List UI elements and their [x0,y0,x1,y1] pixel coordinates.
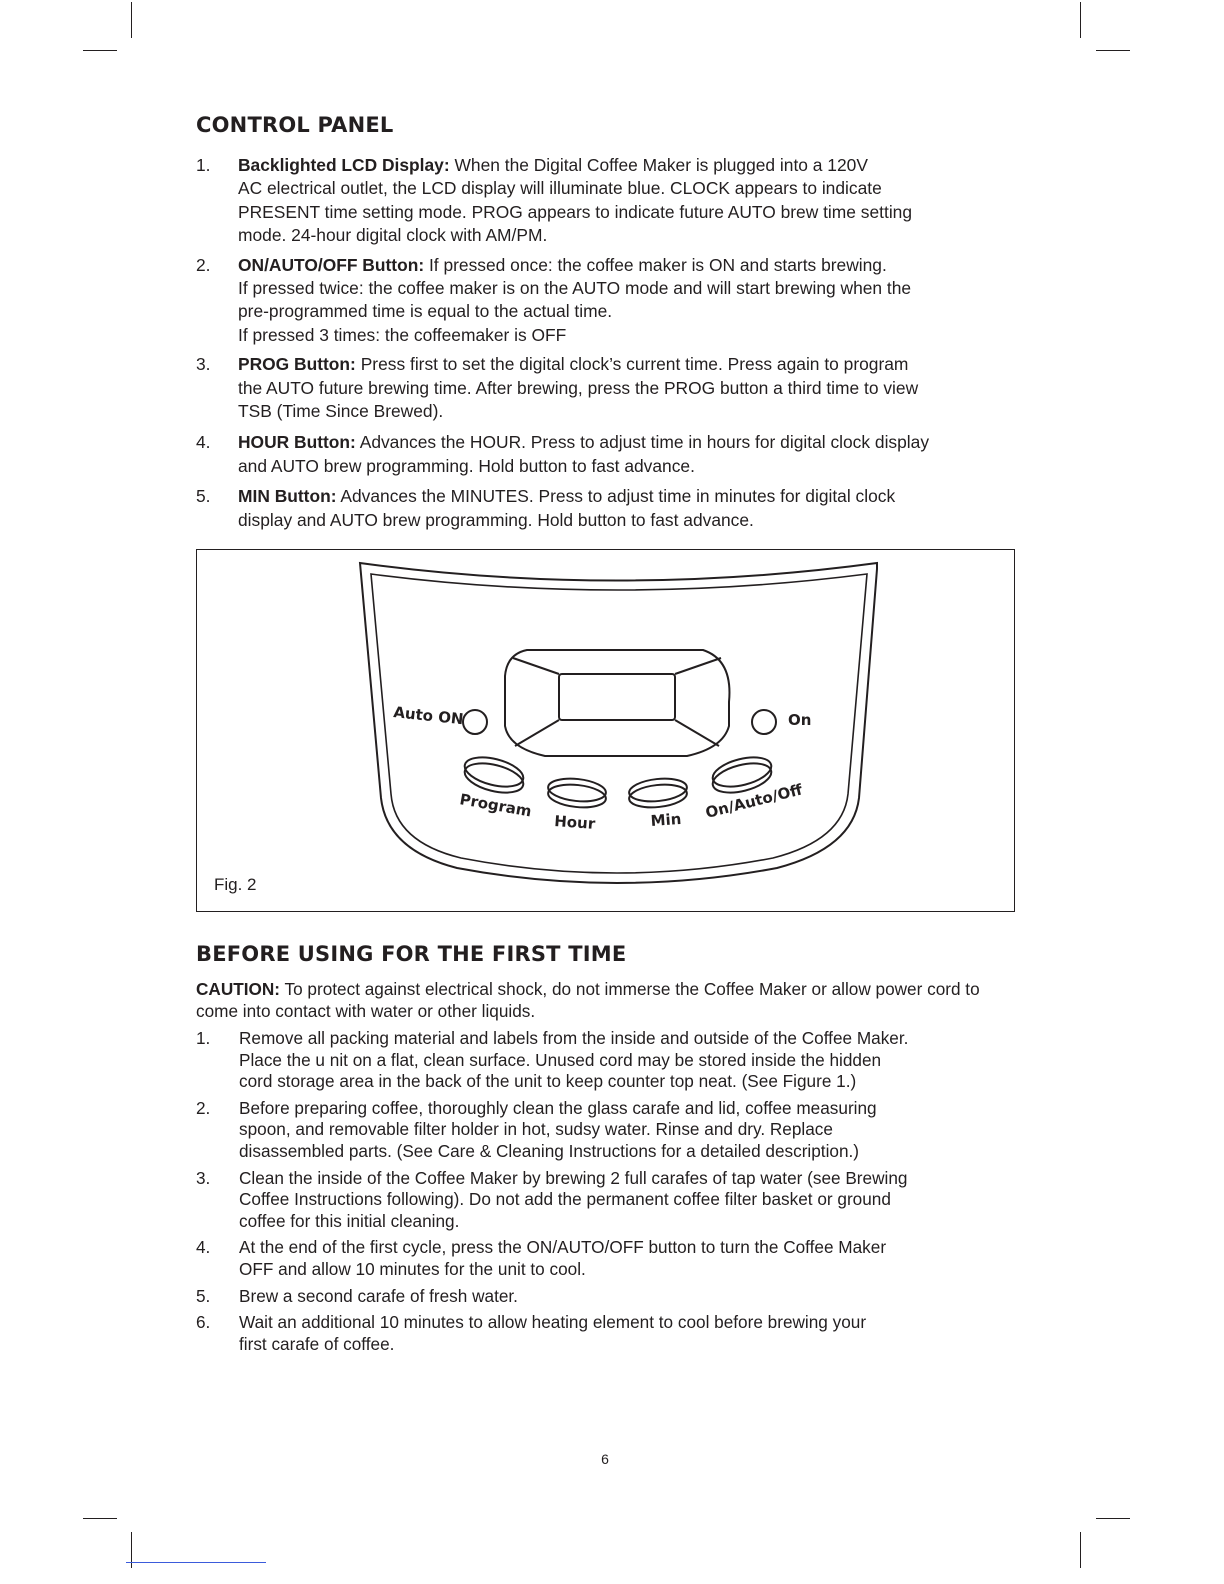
item-text: If pressed 3 times: the coffeemaker is OFF [238,324,567,345]
bezel-line [675,658,721,674]
caution-text: To protect against electrical shock, do not immerse the Coffee Maker or allow power cord to come into contact with water or other liquids. [196,979,980,1021]
list-item [196,254,1026,348]
figure-caption: Fig. 2 [214,875,257,894]
item-text: pre-programmed time is equal to the actual time. [238,301,613,322]
item-text: If pressed once: the coffee maker is ON and starts brewing. [428,254,887,275]
item-number: 3. [196,354,211,375]
item-number: 1. [196,1028,211,1048]
auto-on-label: Auto ON [392,703,465,729]
item-number: 5. [196,486,211,507]
item-text: Coffee Instructions following). Do not add the permanent coffee filter basket or ground [239,1189,891,1210]
item-number: 4. [196,432,211,453]
item-text: Remove all packing material and labels from the inside and outside of the Coffee Maker. [239,1028,909,1048]
control-panel-illustration [197,550,1016,913]
bezel-line [513,658,559,674]
list-item [196,1286,1026,1308]
item-text: Wait an additional 10 minutes to allow heating element to cool before brewing your [239,1312,867,1333]
list-item [196,1098,1026,1163]
item-text: If pressed twice: the coffee maker is on the AUTO mode and will start brewing when the [238,278,912,299]
crop-mark [83,50,117,51]
list-item [196,154,1026,248]
list-item [196,1168,1026,1233]
item-number: 6. [196,1312,211,1333]
before-first-use-heading: BEFORE USING FOR THE FIRST TIME [196,942,627,966]
item-text: AC electrical outlet, the LCD display will illuminate blue. CLOCK appears to indicate [238,178,882,199]
item-text: spoon, and removable filter holder in hot, sudsy water. Rinse and dry. Replace [239,1119,833,1140]
bezel-line [675,720,719,746]
min-label: Min [650,809,682,830]
item-text: At the end of the first cycle, press the ON/AUTO/OFF button to turn the Coffee Maker [239,1237,887,1258]
item-text: When the Digital Coffee Maker is plugged into a 120V [454,155,868,175]
item-term: HOUR Button: [238,432,356,453]
item-text: Brew a second carafe of fresh water. [239,1285,518,1306]
item-term: Backlighted LCD Display: [238,155,450,175]
item-text: the AUTO future brewing time. After brewing, press the PROG button a third time to view [238,377,919,398]
item-text: Place the u nit on a flat, clean surface. Unused cord may be stored inside the hidden [239,1049,882,1070]
crop-mark [131,2,132,38]
control-panel-figure [196,549,1015,912]
on-auto-off-label: On/Auto/Off [703,780,805,822]
control-panel-heading: CONTROL PANEL [196,113,394,137]
item-text: coffee for this initial cleaning. [239,1210,460,1231]
list-item [196,1237,1026,1280]
list-item [196,431,1026,478]
min-button-shape [628,776,688,810]
item-text: PRESENT time setting mode. PROG appears to indicate future AUTO brew time setting [238,201,913,222]
caution-term: CAUTION: [196,979,281,999]
item-text: display and AUTO brew programming. Hold button to fast advance. [238,509,754,530]
program-label: Program [458,790,533,821]
on-label: On [788,711,812,729]
item-number: 1. [196,155,211,175]
hour-button-shape [547,776,607,810]
crop-mark [1096,50,1130,51]
item-text: Clean the inside of the Coffee Maker by brewing 2 full carafes of tap water (see Brewing [239,1167,908,1188]
item-text: first carafe of coffee. [239,1333,395,1354]
item-term: PROG Button: [238,354,356,375]
crop-mark [1080,1532,1081,1568]
list-item [196,485,1026,532]
item-text: Advances the MINUTES. Press to adjust time in minutes for digital clock [340,486,896,507]
item-text: Advances the HOUR. Press to adjust time in hours for digital clock display [359,432,930,453]
item-number: 5. [196,1285,211,1306]
item-number: 2. [196,1097,211,1118]
item-text: mode. 24-hour digital clock with AM/PM. [238,225,548,246]
item-text: Before preparing coffee, thoroughly clean the glass carafe and lid, coffee measuring [239,1097,877,1118]
item-text: Press first to set the digital clock’s current time. Press again to program [360,354,909,375]
list-item [196,1312,1026,1355]
crop-mark [83,1518,117,1519]
crop-mark [1096,1518,1130,1519]
caution-paragraph [196,979,1026,1022]
item-text: cord storage area in the back of the unit to keep counter top neat. (See Figure 1.) [239,1071,857,1092]
page-number: 6 [601,1451,609,1467]
bezel-line [515,720,559,746]
list-item [196,353,1026,423]
auto-on-indicator [463,710,487,734]
list-item [196,1028,1026,1093]
item-term: MIN Button: [238,486,337,507]
lcd-screen [559,674,675,720]
hour-label: Hour [553,812,596,833]
crop-mark [1080,2,1081,38]
item-number: 4. [196,1237,211,1258]
margin-line [126,1562,266,1563]
item-number: 3. [196,1167,211,1188]
item-text: TSB (Time Since Brewed). [238,401,444,422]
item-text: OFF and allow 10 minutes for the unit to cool. [239,1258,586,1279]
item-term: ON/AUTO/OFF Button: [238,254,425,275]
item-text: disassembled parts. (See Care & Cleaning Instructions for a detailed description.) [239,1140,860,1161]
item-text: and AUTO brew programming. Hold button to fast advance. [238,455,695,476]
on-indicator [752,710,776,734]
first-use-list [196,1028,1026,1355]
item-number: 2. [196,254,211,275]
control-panel-list [196,154,1026,532]
